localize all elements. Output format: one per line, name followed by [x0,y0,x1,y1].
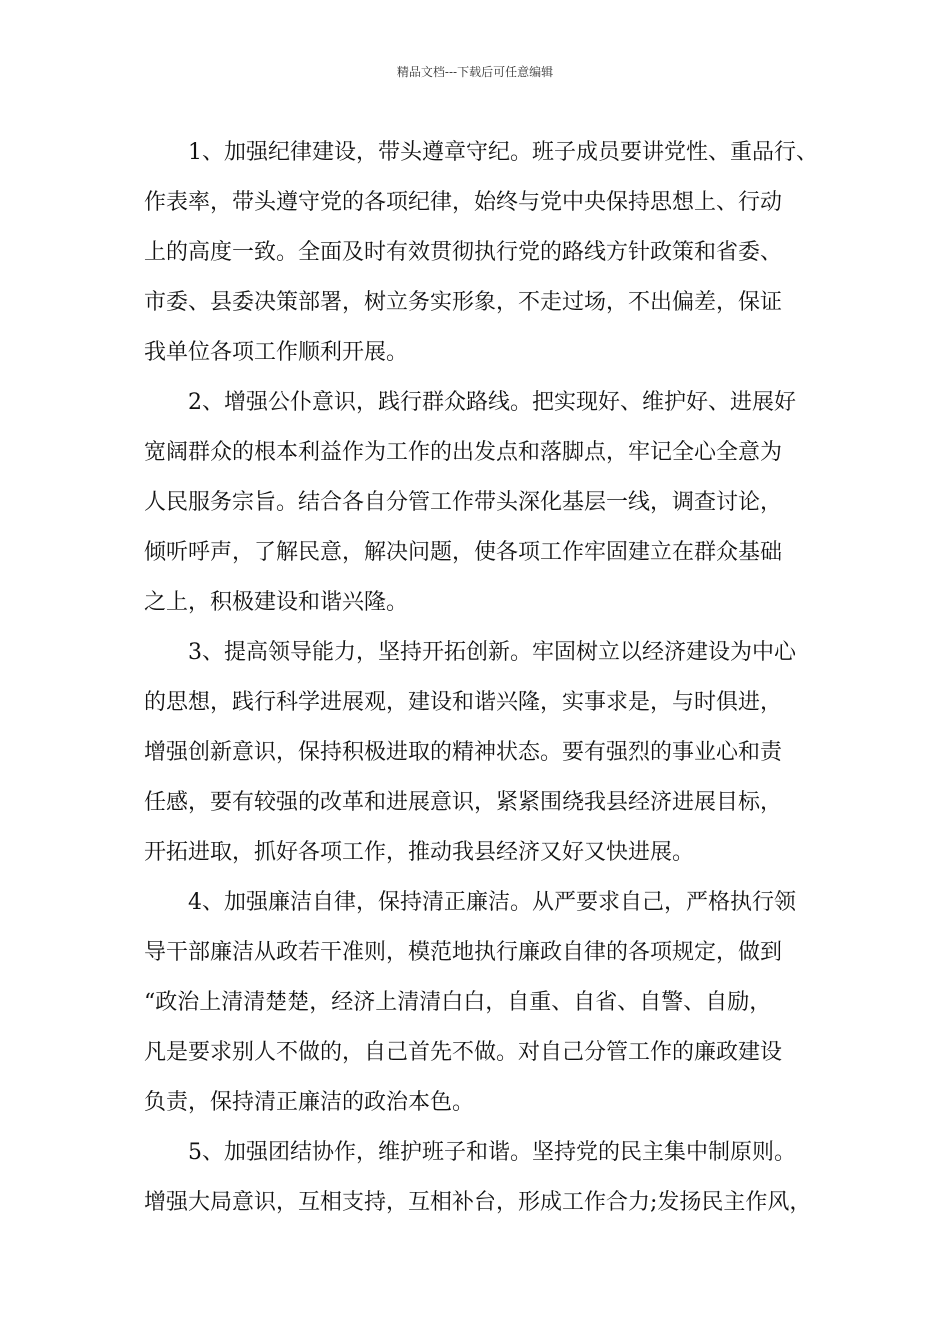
text-line: 任感，要有较强的改革和进展意识，紧紧围绕我县经济进展目标， [144,790,783,815]
text-line: 倾听呼声，了解民意，解决问题，使各项工作牢固建立在群众基础 [144,540,783,565]
text-line: 市委、县委决策部署，树立务实形象，不走过场，不出偏差，保证 [144,290,783,315]
paragraph-1 [144,128,834,378]
text-line: 增强大局意识，互相支持，互相补台，形成工作合力;发扬民主作风， [144,1190,812,1215]
text-line: 1、加强纪律建设，带头遵章守纪。班子成员要讲党性、重品行、 [188,140,818,165]
text-line: 宽阔群众的根本利益作为工作的出发点和落脚点，牢记全心全意为 [144,440,783,465]
text-line: 5、加强团结协作，维护班子和谐。坚持党的民主集中制原则。 [188,1140,796,1165]
text-line: 我单位各项工作顺利开展。 [144,340,409,365]
paragraph-3 [144,628,834,878]
text-line: 上的高度一致。全面及时有效贯彻执行党的路线方针政策和省委、 [144,240,783,265]
text-line: 增强创新意识，保持积极进取的精神状态。要有强烈的事业心和责 [144,740,783,765]
text-line: 2、增强公仆意识，践行群众路线。把实现好、维护好、进展好 [188,390,796,415]
paragraph-4 [144,878,834,1128]
text-line: 3、提高领导能力，坚持开拓创新。牢固树立以经济建设为中心 [188,640,796,665]
text-line: 人民服务宗旨。结合各自分管工作带头深化基层一线，调查讨论， [144,490,783,515]
text-line: 凡是要求别人不做的，自己首先不做。对自己分管工作的廉政建设 [144,1040,783,1065]
text-line: 开拓进取，抓好各项工作，推动我县经济又好又快进展。 [144,840,695,865]
page-header: 精品文档---下载后可任意编辑 [396,65,554,79]
text-line: 负责，保持清正廉洁的政治本色。 [144,1090,475,1115]
text-line: 4、加强廉洁自律，保持清正廉洁。从严要求自己，严格执行领 [188,890,796,915]
paragraph-5 [144,1128,834,1228]
text-line: “政治上清清楚楚，经济上清清白白，自重、自省、自警、自励， [144,990,772,1015]
paragraph-2 [144,378,834,628]
text-line: 的思想，践行科学进展观，建设和谐兴隆，实事求是，与时俱进， [144,690,783,715]
text-line: 导干部廉洁从政若干准则，模范地执行廉政自律的各项规定，做到 [144,940,783,965]
document-body [144,128,834,1228]
text-line: 作表率，带头遵守党的各项纪律，始终与党中央保持思想上、行动 [144,190,783,215]
text-line: 之上，积极建设和谐兴隆。 [144,590,409,615]
